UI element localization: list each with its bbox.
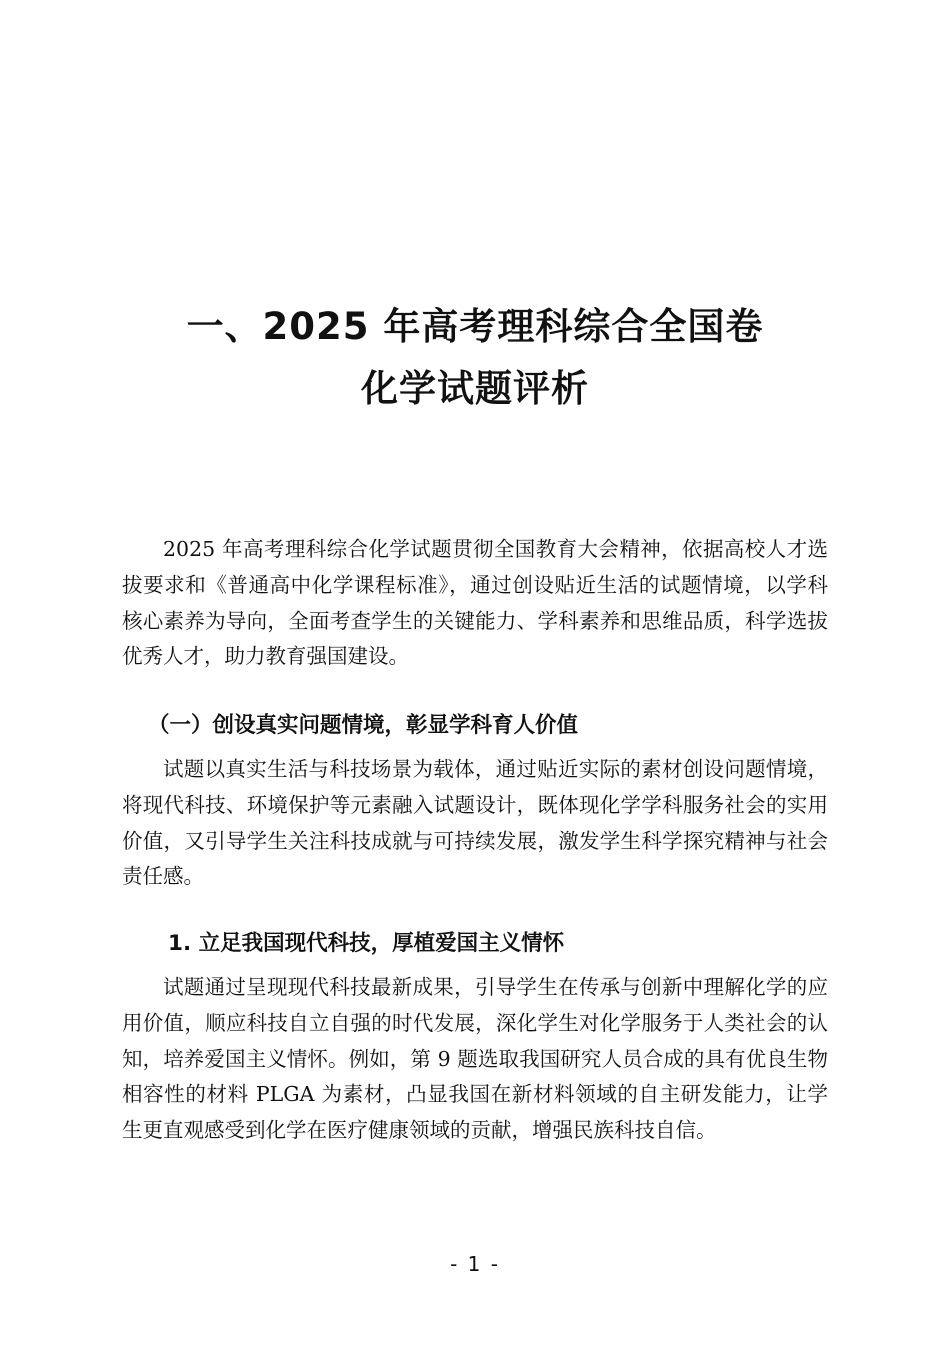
section-paragraph: 试题以真实生活与科技场景为载体，通过贴近实际的素材创设问题情境，将现代科技、环境保护等元素融入试题设计，既体现化学学科服务社会的实用价值，又引导学生关注科技成就与可持续发展，激发学生科学探究精神与社会责任感。 [122,757,828,889]
page-number: - 1 - [450,1252,500,1276]
subsection-paragraph: 试题通过呈现现代科技最新成果，引导学生在传承与创新中理解化学的应用价值，顺应科技自立自强的时代发展，深化学生对化学服务于人类社会的认知，培养爱国主义情怀。例如，第 9 题选取我国研究人员合成的具有优良生物相容性的材料 PLGA 为素材，凸显我国在新材料领域的自主研发能力，让学生更直观感受到化学在医疗健康领域的贡献，增强民族科技自信。 [122,975,828,1143]
document-title-line1: 一、2025 年高考理科综合全国卷 [186,305,764,348]
document-title-line2: 化学试题评析 [361,367,589,410]
section-heading: （一）创设真实问题情境，彰显学科育人价值 [148,713,579,738]
subsection-heading: 1. 立足我国现代科技，厚植爱国主义情怀 [168,931,565,956]
intro-paragraph: 2025 年高考理科综合化学试题贯彻全国教育大会精神，依据高校人才选拔要求和《普通高中化学课程标准》，通过创设贴近生活的试题情境，以学科核心素养为导向，全面考查学生的关键能力、学科素养和思维品质，科学选拔优秀人才，助力教育强国建设。 [122,537,828,669]
